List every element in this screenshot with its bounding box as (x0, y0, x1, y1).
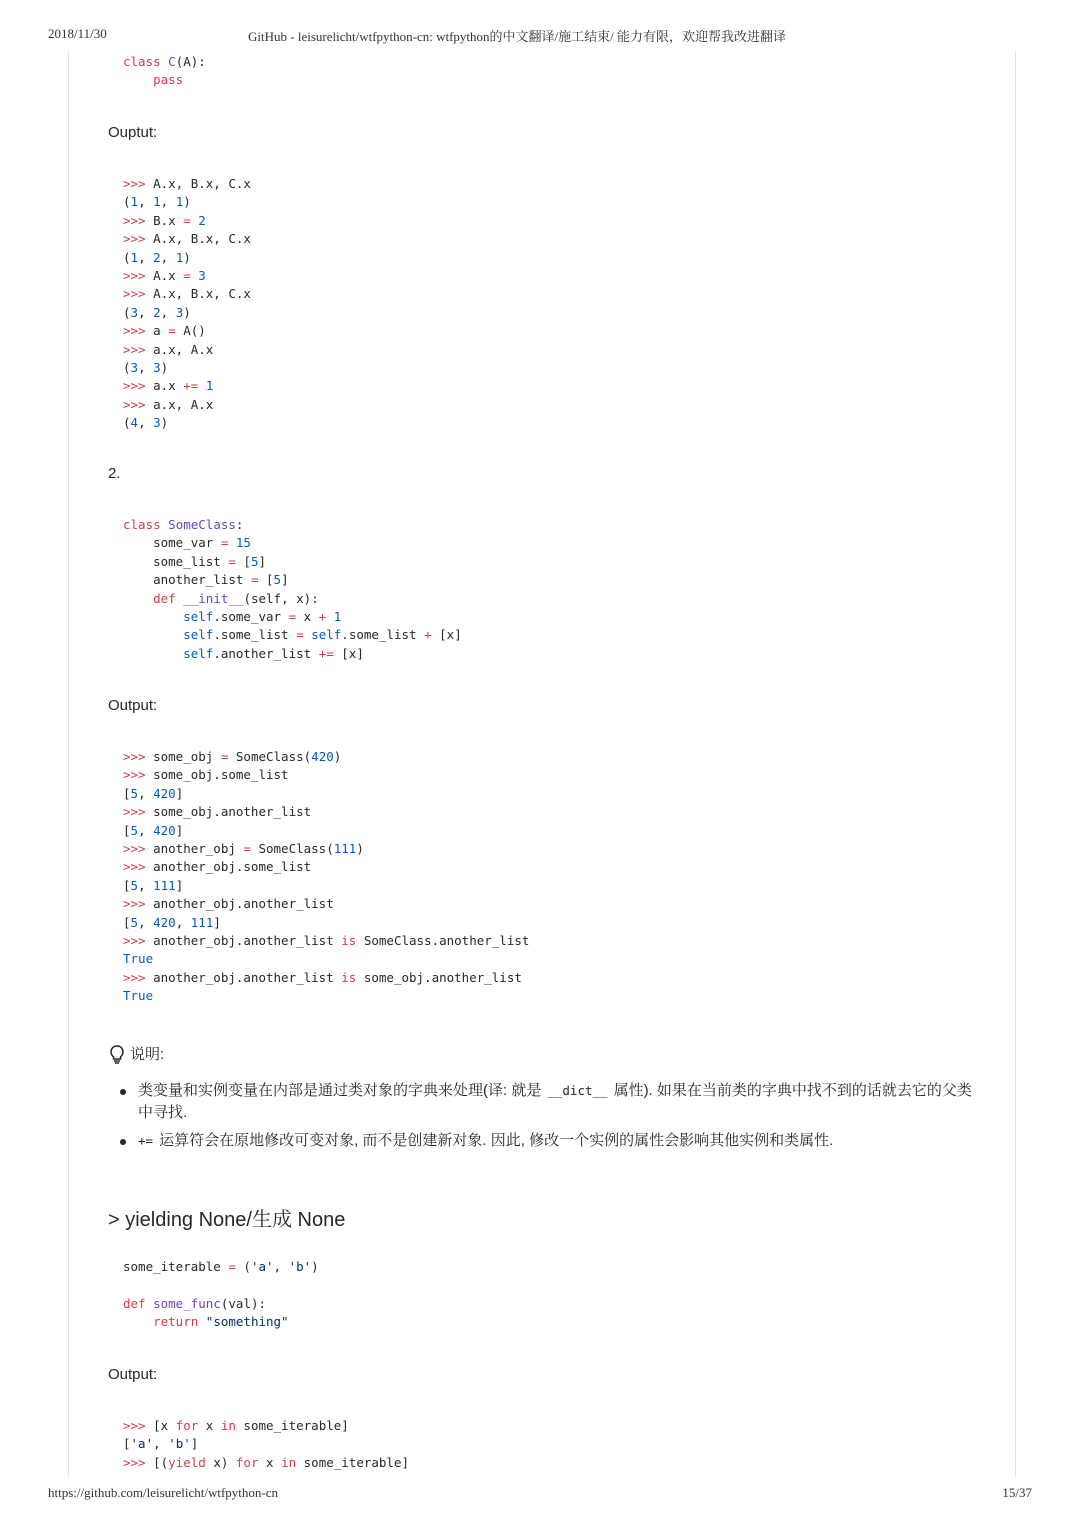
note-heading (108, 1043, 164, 1064)
list-item (120, 1130, 980, 1152)
explanation-list (120, 1080, 980, 1158)
section-heading-yielding-none: > yielding None/生成 None (108, 1209, 346, 1231)
code-block-output-2: >>> some_obj = SomeClass(420) >>> some_obj.some_list [5, 420] >>> some_obj.another_list [5, 420] >>> another_obj = SomeClass(111) >>> another_obj.some_list [5, 111] >>> another_obj.another_list [5, 420, 111] >>> another_obj.another_list is SomeClass.another_list True >>> another_obj.another_list is some_obj.another_list True (123, 749, 530, 1004)
page-number: 15/37 (1002, 1485, 1032, 1500)
lightbulb-icon (108, 1044, 126, 1064)
print-header (48, 26, 1032, 46)
bullet-2-inline-code: += (138, 1133, 154, 1148)
code-block-some-func: some_iterable = ('a', 'b') def some_func(val): return "something" (123, 1259, 319, 1330)
note-label: 说明: (130, 1046, 165, 1063)
list-item (120, 1080, 980, 1124)
output-label-3: Output: (108, 1366, 158, 1383)
bullet-2-text: 运算符会在原地修改可变对象, 而不是创建新对象. 因此, 修改一个实例的属性会影响其他实例和类属性. (159, 1132, 834, 1149)
print-date: 2018/11/30 (48, 26, 107, 41)
bullet-dot (120, 1089, 126, 1095)
list-item-number-2: 2. (108, 465, 121, 482)
code-block-output-3: >>> [x for x in some_iterable] ['a', 'b'] >>> [(yield x) for x in some_iterable] (123, 1418, 410, 1470)
output-label-1: Ouptut: (108, 124, 158, 141)
code-block-output-1: >>> A.x, B.x, C.x (1, 1, 1) >>> B.x = 2 >>> A.x, B.x, C.x (1, 2, 1) >>> A.x = 3 >>> A.x, B.x, C.x (3, 2, 3) >>> a = A() >>> a.x, A.x (3, 3) >>> a.x += 1 >>> a.x, A.x (4, 3) (123, 176, 251, 431)
output-label-2: Output: (108, 697, 158, 714)
bullet-1-inline-code: __dict__ (547, 1083, 608, 1098)
bullet-1-text-post: 属性). 如果在当前类的字典中找不到的话就去它的父类中寻找. (138, 1082, 972, 1121)
bullet-dot (120, 1139, 126, 1145)
code-block-class-c: class C(A): pass (123, 54, 206, 88)
print-footer (48, 1485, 1032, 1505)
print-title: GitHub - leisurelicht/wtfpython-cn: wtfpython的中文翻译/施工结束/ 能力有限，欢迎帮我改进翻译 (248, 29, 787, 44)
print-url: https://github.com/leisurelicht/wtfpython-cn (48, 1485, 278, 1500)
bullet-1-text-pre: 类变量和实例变量在内部是通过类对象的字典来处理(译: 就是 (138, 1082, 542, 1099)
code-block-someclass: class SomeClass: some_var = 15 some_list = [5] another_list = [5] def __init__(self, x): self.some_var = x + 1 self.some_list = self.some_list + [x] self.another_list += [x] (123, 517, 462, 661)
